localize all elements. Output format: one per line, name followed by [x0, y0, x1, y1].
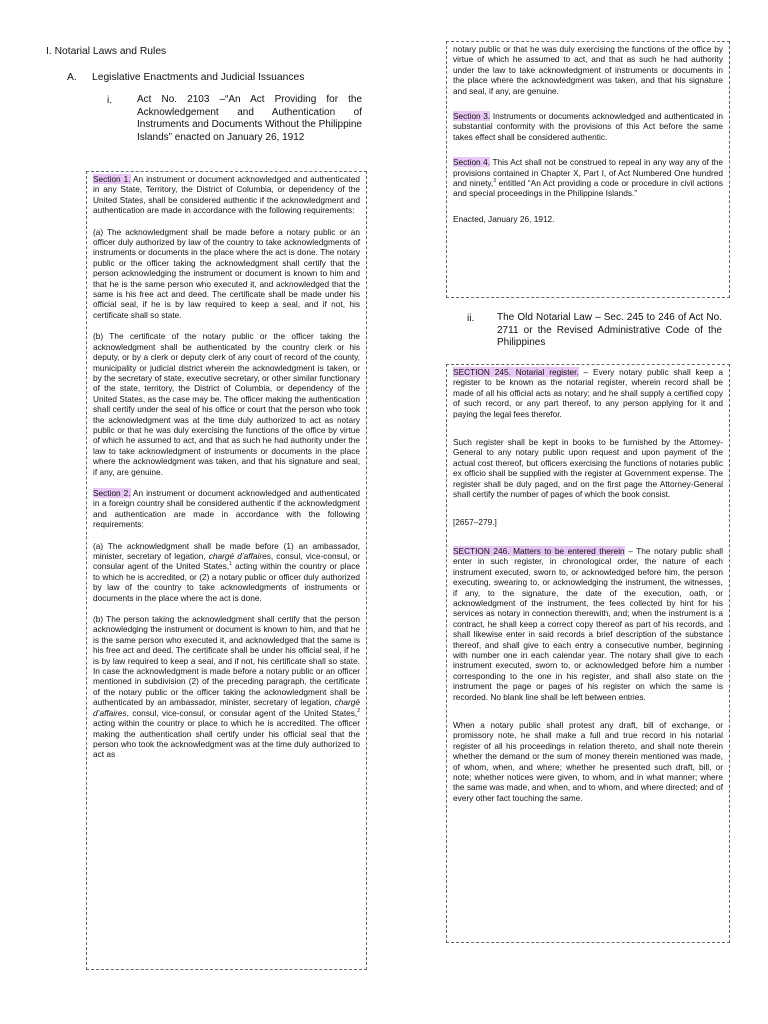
act-2103-continued-box — [446, 41, 730, 298]
section-2-paragraph — [93, 488, 360, 530]
section-2-a-part-2: , consul, vice-consul, or consular agent of the United States, — [93, 551, 360, 572]
section-245-paragraph — [453, 367, 723, 419]
section-245-text: – Every notary public shall keep a register to be known as the notarial register, wherein record shall be made of all his official acts as notary; and he shall supply a certified copy of such record, or any part thereof, to any person applying for it and paying the legal fees therefor. — [453, 367, 723, 419]
section-3-paragraph — [453, 111, 723, 142]
section-2-text: An instrument or document acknowledged and authenticated in a foreign country shall be considered authentic if the acknowledgment and authentication are made in accordance with the following requirements: — [93, 487, 360, 530]
section-246-text: – The notary public shall enter in such register, in chronological order, the nature of each instrument executed, sworn to, or acknowledged before him, the person executing, swearing to, or acknowledging the instrument, the witnesses, if any, to the signature, the date of the execution, oath, or acknowledgment of the instrument, the fees collected by hint for his services as notary in connection therewith, and; when the instrument is a contract, he shall keep a correct copy thereof as part of his records, and shall likewise enter in said records a brief description of the substance thereof, and shall give to each entry a consecutive number, beginning with number one in each calendar year. The notary shall give to each instrument executed, sworn to, or acknowledged before him a number corresponding to the one in his register, and shall also state on the instrument the page or pages of his register on which the same is recorded. No blank line shall be left between entries. — [453, 545, 723, 702]
footnote-marker-1: 1 — [229, 561, 232, 568]
section-245-label: SECTION 245. Notarial register. — [453, 367, 579, 377]
section-2-b-part-2: , consul, vice-consul, or consular agent of the United States, — [126, 707, 358, 718]
section-1-label: Section 1. — [93, 174, 131, 184]
section-4-text-part-2: entitled “An Act providing a code or procedure in civil actions and special proceedings in the Philippine Islands.” — [453, 178, 724, 199]
section-2-a-italic: chargé d’affaires — [208, 551, 271, 561]
section-2-a-part-3: acting within the country or place to which he is accredited, or (2) a notary public or officer duly authorized by law of the country to take acknowledgments of instruments or documents in the place where the act is done. — [93, 561, 360, 603]
section-246-protest-paragraph: When a notary public shall protest any draft, bill of exchange, or promissory note, he shall make a full and true record in his notarial register of all his proceedings in relation thereto, and shall note therein whether the demand or the sum of money therein mentioned was made, of whom, when, and where; whether he presented such draft, bill, or note; whether notices were given, to whom, and in what manner; where the same was made, and when, and to whom, and where directed; and of every other fact touching the same. — [453, 719, 723, 803]
section-1-paragraph — [93, 174, 360, 216]
section-246-label: SECTION 246. Matters to be entered therein — [453, 545, 625, 556]
outline-level-1: I. Notarial Laws and Rules — [46, 46, 167, 57]
outline-item-ii: The Old Notarial Law – Sec. 245 to 246 of Act No. 2711 or the Revised Administrative Code of the Philippines — [497, 312, 722, 348]
section-2-label: Section 2. — [93, 487, 131, 498]
footnote-marker-3: 3 — [493, 178, 497, 185]
act-2103-sections-box — [86, 171, 367, 970]
section-3-text: Instruments or documents acknowledged and authenticated in substantial conformity with the provisions of this Act before the same takes effect shall be considered authentic. — [453, 111, 723, 142]
section-1-a: (a) The acknowledgment shall be made before a notary public or an officer duly authorized by law of the country to take acknowledgments of instruments or documents in the place where the act is done. The notary public or the officer taking the acknowledgment shall certify that the person acknowledging the instrument or document is known to him and that he is the same person who executed it, and acknowledged that the same is his free act and deed. The certificate shall be made under his official seal, if he is by law required to keep a seal, and if not, his certificate shall so state. — [93, 226, 360, 320]
enacted-date: Enacted, January 26, 1912. — [453, 213, 555, 224]
section-245-reference: [2657–279.] — [453, 517, 497, 528]
section-3-label: Section 3. — [453, 111, 491, 122]
footnote-marker-2: 2 — [357, 707, 360, 714]
section-1-b: (b) The certificate of the notary public or the officer taking the acknowledgment shall be authenticated by the country clerk or his deputy, or by a clerk or deputy clerk of any court of record of the county, municipality or judicial district wherein the acknowledgment is taken, or by the secretary of state, executive secretary, or other similar functionary of the state, territory, the District of Columbia, or dependency of the United States, as the case may be. The officer making the authentication shall certify under the seal of his office or court that the person who took the acknowledgment was at the time duly authorized to act as notary public or that he was duly exercising the functions of the office by virtue of which he assumed to act, and that as such he had authority under the law to take acknowledgment of instruments or documents in the place where the acknowledgment was taken, and that his signature and seal, if any, are genuine. — [93, 331, 360, 477]
outline-letter-a: A. — [67, 72, 77, 83]
section-2-b-continued: notary public or that he was duly exercising the functions of the office by virtue of which he assumed to act, and that as such he had authority under the law to take acknowledgment of instruments or documents in the place where the acknowledgment was taken, and that his signature and seal, if any, are genuine. — [453, 44, 723, 96]
section-2-b-part-1: (b) The person taking the acknowledgment shall certify that the person acknowledging the instrument or document is known to him, and that he is the same person who executed it, and acknowledged that the same is his free act and deed. The certificate shall be under his official seal, if he is by law required to keep a seal, and if not, his certificate shall so state. In case the acknowledgment is made before a notary public or an officer mentioned in subdivision (2) of the preceding paragraph, the certificate of the notary public or the officer taking the acknowledgment shall be authenticated by an ambassador, minister, secretary of legation, — [93, 614, 360, 708]
section-1-text: An instrument or document acknowledged and authenticated in any State, Territory, the District of Columbia, or dependency of the United States, shall be considered authentic if the acknowledgment and authentication are made in accordance with the following requirements: — [93, 174, 360, 216]
section-246-paragraph — [453, 546, 723, 702]
section-2-b-part-3: acting within the country or place to which he is accredited. The officer making the authentication shall certify under his official seal that the person who took the acknowledgment was at the time duly authorized to act as — [93, 718, 360, 760]
section-245-register-paragraph: Such register shall be kept in books to be furnished by the Attorney-General to any notary public upon request and upon payment of the actual cost thereof, but officers exercising the functions of notaries public ex officio shall be supplied with the register at Government expense. The register shall be duly paged, and on the first page the Attorney-General shall certify the number of pages of which the book consist. — [453, 437, 723, 500]
section-2-b-italic: chargé d’affaires — [93, 697, 360, 718]
outline-level-a: Legislative Enactments and Judicial Issuances — [92, 72, 305, 83]
section-4-text-part-1: This Act shall not be construed to repeal in any way any of the provisions contained in Chapter X, Part I, of Act Numbered One hundred and ninety, — [453, 157, 723, 189]
outline-item-i: Act No. 2103 –“An Act Providing for the Acknowledgement and Authentication of Instruments and Documents Without the Philippine Islands” enacted on January 26, 1912 — [137, 94, 362, 143]
old-notarial-law-box — [446, 364, 730, 943]
section-4-paragraph — [453, 157, 723, 199]
section-2-a — [93, 541, 360, 603]
section-4-label: Section 4. — [453, 157, 491, 168]
section-2-a-part-1: (a) The acknowledgment shall be made before (1) an ambassador, minister, secretary of legation, — [93, 540, 360, 561]
outline-item-ii-number: ii. — [467, 313, 475, 324]
outline-item-i-number: i. — [107, 95, 112, 106]
section-2-b — [93, 614, 360, 760]
